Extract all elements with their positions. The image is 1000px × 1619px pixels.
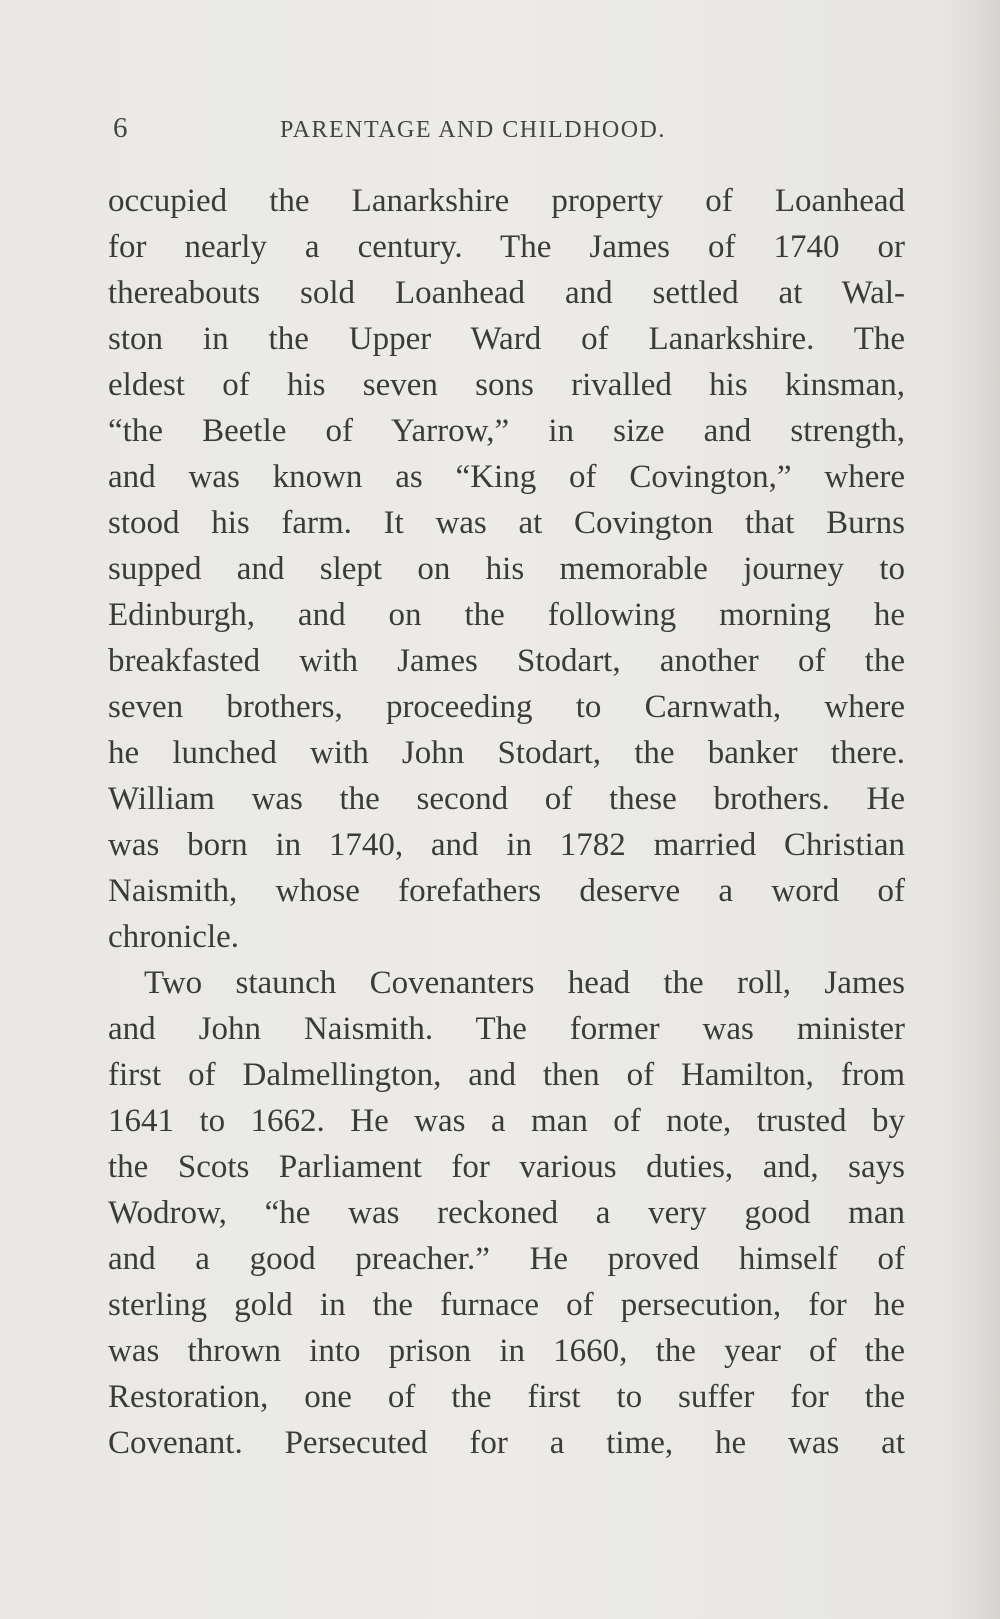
text-line: and John Naismith. The former was minister — [108, 1011, 905, 1047]
text-line: Restoration, one of the first to suffer for the — [108, 1379, 905, 1415]
text-line: was born in 1740, and in 1782 married Christian — [108, 827, 905, 863]
text-line: eldest of his seven sons rivalled his kinsman, — [108, 367, 905, 403]
text-line: seven brothers, proceeding to Carnwath, where — [108, 689, 905, 725]
text-line: first of Dalmellington, and then of Hamilton, from — [108, 1057, 905, 1093]
text-line: occupied the Lanarkshire property of Loanhead — [108, 183, 905, 219]
text-line: Wodrow, “he was reckoned a very good man — [108, 1195, 905, 1231]
text-line: 1641 to 1662. He was a man of note, trusted by — [108, 1103, 905, 1139]
paragraph-start-line: Two staunch Covenanters head the roll, James — [144, 965, 905, 1001]
text-line: Naismith, whose forefathers deserve a word of — [108, 873, 905, 909]
text-line: “the Beetle of Yarrow,” in size and strength, — [108, 413, 905, 449]
text-line: and a good preacher.” He proved himself of — [108, 1241, 905, 1277]
text-line: Covenant. Persecuted for a time, he was at — [108, 1425, 905, 1461]
body-text — [108, 178, 905, 1466]
text-line: was thrown into prison in 1660, the year of the — [108, 1333, 905, 1369]
text-line: Edinburgh, and on the following morning he — [108, 597, 905, 633]
text-line: William was the second of these brothers. He — [108, 781, 905, 817]
text-line: chronicle. — [108, 919, 240, 955]
running-head: PARENTAGE AND CHILDHOOD. — [280, 117, 666, 143]
text-line: thereabouts sold Loanhead and settled at Wal- — [108, 275, 905, 311]
text-line: breakfasted with James Stodart, another of the — [108, 643, 905, 679]
text-line: stood his farm. It was at Covington that Burns — [108, 505, 905, 541]
text-line: and was known as “King of Covington,” where — [108, 459, 905, 495]
page-header — [110, 108, 910, 148]
page-number: 6 — [113, 112, 128, 144]
text-line: he lunched with John Stodart, the banker there. — [108, 735, 905, 771]
text-line: sterling gold in the furnace of persecution, for he — [108, 1287, 905, 1323]
text-line: the Scots Parliament for various duties, and, says — [108, 1149, 905, 1185]
text-line: ston in the Upper Ward of Lanarkshire. The — [108, 321, 905, 357]
text-line: supped and slept on his memorable journey to — [108, 551, 905, 587]
text-line: for nearly a century. The James of 1740 or — [108, 229, 905, 265]
